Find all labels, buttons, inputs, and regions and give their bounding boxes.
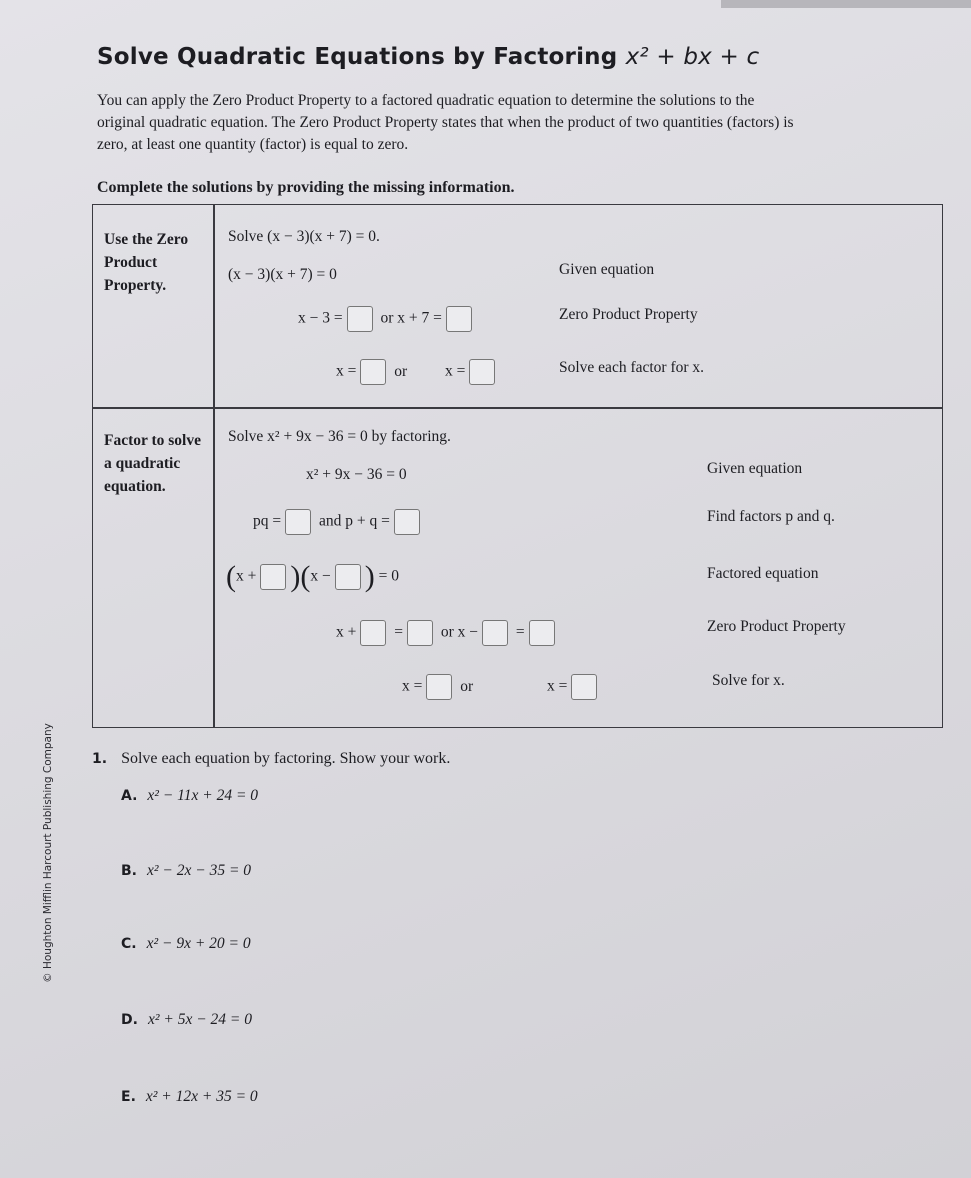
row2-task: Solve x² + 9x − 36 = 0 by factoring.	[228, 428, 451, 445]
top-edge-bar	[721, 0, 971, 8]
answer-box[interactable]	[260, 564, 286, 590]
row2-step4-note: Zero Product Property	[707, 618, 846, 635]
row2-step4-or: or x −	[440, 623, 479, 641]
answer-box[interactable]	[469, 359, 495, 385]
row1-step2	[298, 306, 476, 332]
row2-step4-eq: =	[394, 623, 403, 641]
answer-box[interactable]	[335, 564, 361, 590]
row1-step3-right: x =	[445, 362, 466, 380]
copyright-text: © Houghton Mifflin Harcourt Publishing Company	[42, 722, 54, 983]
answer-box[interactable]	[285, 509, 311, 535]
row1-step3-or: or	[394, 362, 408, 380]
row2-step4	[336, 620, 559, 646]
title-text: Solve Quadratic Equations by Factoring	[97, 44, 618, 70]
row1-task: Solve (x − 3)(x + 7) = 0.	[228, 228, 380, 245]
item-letter: B.	[121, 863, 137, 879]
row2-step5-left: x =	[402, 677, 423, 695]
row1-step3-left: x =	[336, 362, 357, 380]
answer-box[interactable]	[360, 359, 386, 385]
question-1	[92, 750, 450, 768]
table-column-divider	[213, 204, 215, 728]
row1-label: Use the Zero Product Property.	[104, 231, 189, 294]
row1-step2-or: or x + 7 =	[380, 309, 442, 327]
copyright-vertical	[40, 720, 56, 985]
answer-box[interactable]	[347, 306, 373, 332]
row2-step5	[402, 674, 601, 700]
question-item	[121, 1011, 252, 1029]
row2-label: Factor to solve a quadratic equation.	[104, 432, 201, 495]
row2-step3-note: Factored equation	[707, 565, 819, 582]
row2-step2-pq: pq =	[253, 512, 282, 530]
row2-step2	[253, 509, 424, 535]
solutions-table	[92, 204, 943, 728]
row1-step3-note: Solve each factor for x.	[559, 359, 705, 376]
question-item	[121, 935, 251, 953]
answer-box[interactable]	[426, 674, 452, 700]
row2-step3-b: x −	[310, 567, 331, 585]
row2-step3: (x + )(x − ) = 0	[226, 560, 399, 593]
row2-step4-eq2: =	[515, 623, 525, 641]
row1-step2-left: x − 3 =	[298, 309, 343, 327]
item-equation: x² − 9x + 20 = 0	[146, 935, 251, 952]
item-letter: A.	[121, 788, 138, 804]
row2-step4-a: x +	[336, 623, 357, 641]
row2-step3-a: x +	[236, 567, 257, 585]
page-title	[97, 44, 759, 70]
answer-box[interactable]	[407, 620, 433, 646]
question-item	[121, 862, 251, 880]
row2-step2-and: and p + q =	[319, 512, 390, 530]
row2-step5-note: Solve for x.	[712, 672, 785, 689]
question-text: Solve each equation by factoring. Show your work.	[121, 750, 451, 767]
instruction-text: Complete the solutions by providing the missing information.	[97, 179, 515, 196]
row2-step1: x² + 9x − 36 = 0	[306, 466, 407, 483]
item-equation: x² − 11x + 24 = 0	[147, 787, 259, 804]
answer-box[interactable]	[360, 620, 386, 646]
row2-step5-or: or	[460, 677, 474, 695]
row2-step5-right: x =	[547, 677, 568, 695]
row2-step2-note: Find factors p and q.	[707, 508, 835, 525]
intro-paragraph: You can apply the Zero Product Property to a factored quadratic equation to determine the solutions to the original quadratic equation. The Zero Product Property states that when the product of two quantities (factors) is zero, at least one quantity (factor) is equal to zero.	[97, 92, 794, 153]
row1-step1: (x − 3)(x + 7) = 0	[228, 266, 337, 283]
row2-step3-eq: = 0	[378, 567, 399, 585]
row2-step1-note: Given equation	[707, 460, 803, 477]
answer-box[interactable]	[446, 306, 472, 332]
item-letter: D.	[121, 1012, 138, 1028]
row1-step3	[336, 359, 499, 385]
row1-step2-note: Zero Product Property	[559, 306, 698, 323]
item-letter: E.	[121, 1089, 136, 1105]
question-item	[121, 1088, 258, 1106]
table-row-divider	[92, 407, 943, 409]
question-item	[121, 787, 258, 805]
item-letter: C.	[121, 936, 137, 952]
item-equation: x² − 2x − 35 = 0	[147, 862, 252, 879]
item-equation: x² + 5x − 24 = 0	[147, 1011, 252, 1028]
item-equation: x² + 12x + 35 = 0	[145, 1088, 258, 1105]
row1-step1-note: Given equation	[559, 261, 655, 278]
answer-box[interactable]	[529, 620, 555, 646]
question-number: 1.	[92, 751, 108, 767]
answer-box[interactable]	[394, 509, 420, 535]
answer-box[interactable]	[482, 620, 508, 646]
answer-box[interactable]	[571, 674, 597, 700]
title-expression: x² + bx + c	[625, 44, 760, 70]
